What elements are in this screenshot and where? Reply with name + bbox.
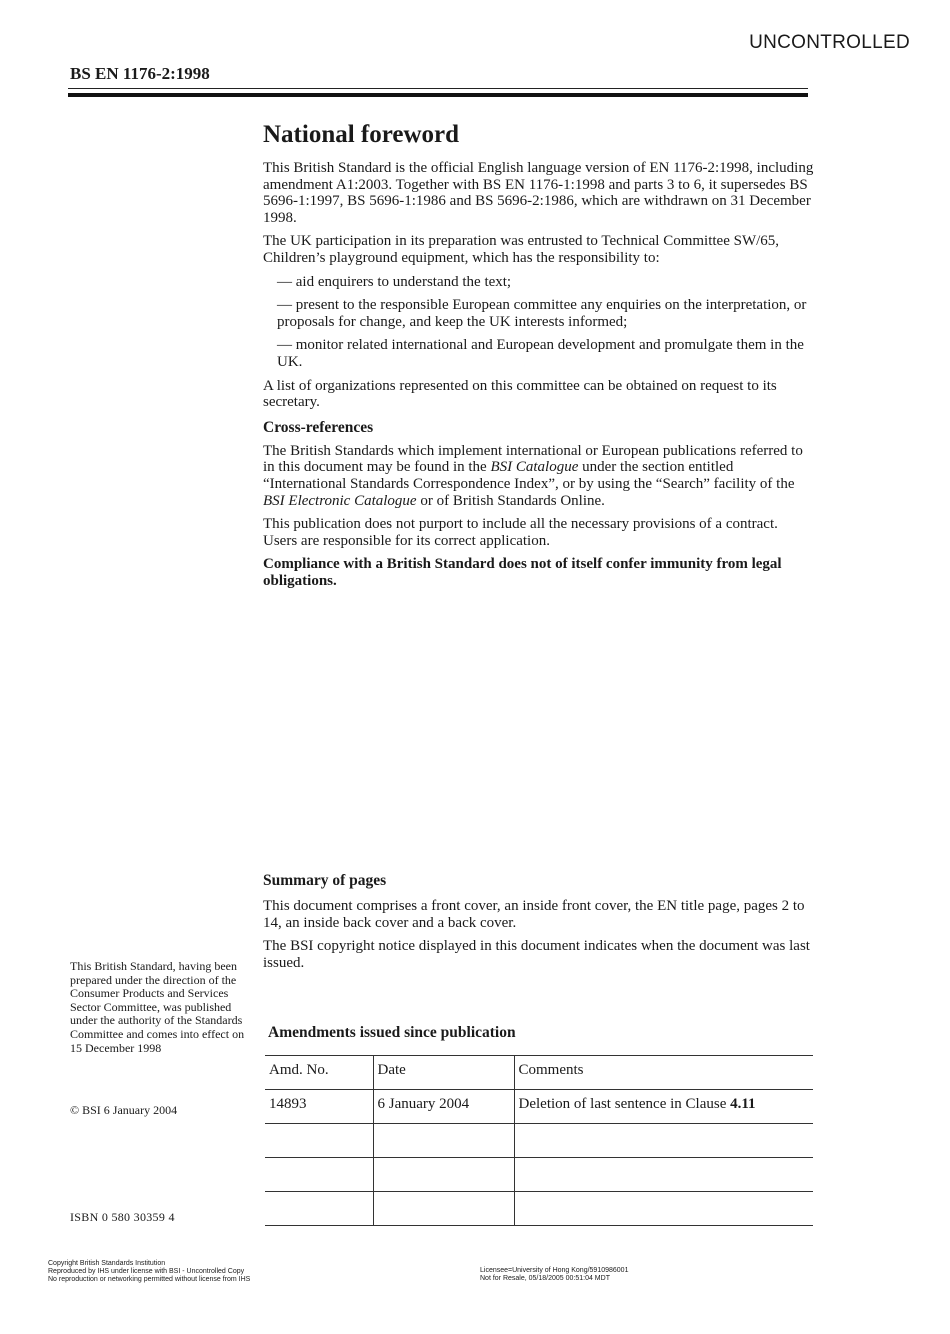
cross-text-a: The British Standards which implement international or European publications referred to in this document may be found in the [263,442,803,476]
column-header-comments: Comments [514,1056,813,1090]
empty-cell [514,1124,813,1158]
clause-number: 4.11 [730,1096,756,1112]
table-row-empty [265,1124,813,1158]
foreword-paragraph-3: A list of organizations represented on this committee can be obtained on request to its secretary. [263,377,777,411]
foreword-title: National foreword [263,121,460,148]
footer-right-line-1: Licensee=University of Hong Kong/5910986001 [480,1267,629,1274]
cross-references-heading: Cross-references [263,418,374,436]
responsibility-item-2: — present to the responsible European committee any enquiries on the interpretation, or proposals for change, and keep the UK interests informed; [277,297,807,330]
amendments-table [265,1055,813,1226]
foreword-paragraph-5: This publication does not purport to include all the necessary provisions of a contract. Users are responsible for its correct application. [263,516,778,549]
cross-references-paragraph [263,443,815,509]
empty-cell [265,1192,373,1226]
bsi-copyright: © BSI 6 January 2004 [70,1103,178,1117]
column-header-amd-no: Amd. No. [265,1056,373,1090]
header-rule-thick [68,93,808,97]
uncontrolled-stamp: UNCONTROLLED [749,32,910,53]
responsibility-item-1: — aid enquirers to understand the text; [277,273,512,290]
comments-cell [514,1090,813,1124]
column-header-date: Date [373,1056,514,1090]
empty-cell [373,1124,514,1158]
empty-cell [514,1192,813,1226]
date-cell: 6 January 2004 [373,1090,514,1124]
table-row-empty [265,1192,813,1226]
bsi-catalogue-title: BSI Catalogue [490,459,579,476]
isbn: ISBN 0 580 30359 4 [70,1210,175,1224]
summary-heading: Summary of pages [263,872,387,889]
empty-cell [514,1158,813,1192]
responsibility-item-3: — monitor related international and European development and promulgate them in the UK. [277,337,804,370]
foreword-paragraph-2: The UK participation in its preparation was entrusted to Technical Committee SW/65, Children’s playground equipment, which has the responsibility to: [263,233,780,266]
empty-cell [373,1192,514,1226]
comment-text: Deletion of last sentence in Clause [518,1096,731,1112]
summary-of-pages [263,872,815,978]
cross-text-c: under the section entitled “International Standards Correspondence Index”, or by using the “Search” facility of the [263,459,795,492]
bsi-electronic-catalogue-title: BSI Electronic Catalogue [263,492,417,509]
compliance-statement: Compliance with a British Standard does not of itself confer immunity from legal obligations. [263,556,782,589]
summary-paragraph-2: The BSI copyright notice displayed in this document indicates when the document was last issued. [263,938,810,971]
footer-license-left [48,1260,250,1284]
footer-left-line-1: Copyright British Standards Institution [48,1260,166,1267]
footer-left-line-2: Reproduced by IHS under license with BSI - Uncontrolled Copy [48,1268,245,1275]
publication-note: This British Standard, having been prepared under the direction of the Consumer Products and Services Sector Committee, was published under the authority of the Standards Committee and comes into effect on 15 December 1998 [70,959,245,1055]
amd-no-cell: 14893 [265,1090,373,1124]
summary-paragraph-1: This document comprises a front cover, an inside front cover, the EN title page, pages 2 to 14, an inside back cover and a back cover. [263,898,805,931]
footer-left-line-3: No reproduction or networking permitted without license from IHS [48,1276,251,1283]
empty-cell [265,1124,373,1158]
document-id: BS EN 1176-2:1998 [70,64,210,83]
national-foreword [263,120,815,596]
table-row-empty [265,1158,813,1192]
amendments-title: Amendments issued since publication [268,1024,516,1041]
footer-license-right [480,1267,628,1283]
header-rule-thin [68,88,808,89]
cross-text-e: or of British Standards Online. [416,492,605,509]
footer-right-line-2: Not for Resale, 05/18/2005 00:51:04 MDT [480,1275,610,1282]
table-row [265,1090,813,1124]
empty-cell [373,1158,514,1192]
table-header-row [265,1056,813,1090]
foreword-paragraph-1: This British Standard is the official English language version of EN 1176-2:1998, including amendment A1:2003. Together with BS EN 1176-1:1998 and parts 3 to 6, it supersedes BS 5696-1:1997, BS 5696-1:1986 and BS 5696-2:1986, which are withdrawn on 31 December 1998. [263,160,814,226]
empty-cell [265,1158,373,1192]
